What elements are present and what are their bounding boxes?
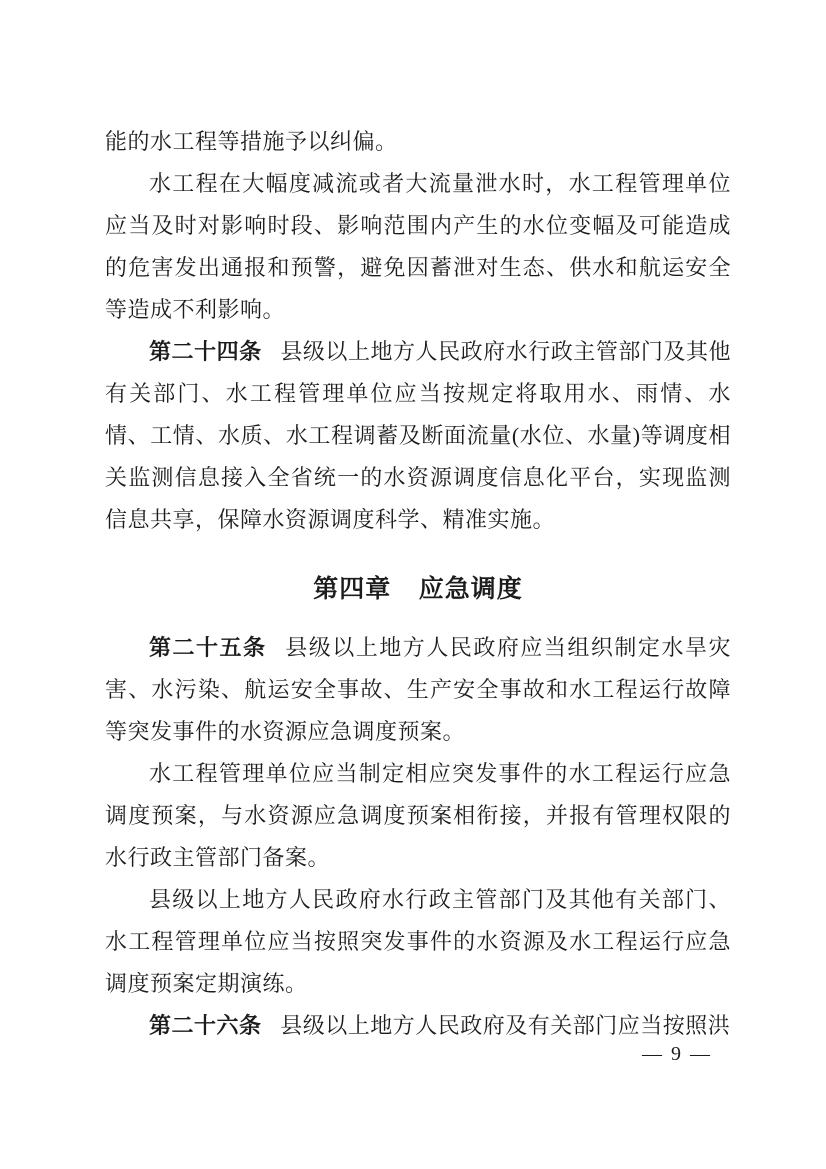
paragraph-works-emergency-plan: 水工程管理单位应当制定相应突发事件的水工程运行应急调度预案，与水资源应急调度预案相衔接，并报有管理权限的水行政主管部门备案。 bbox=[105, 761, 731, 870]
paragraph-article-24 bbox=[105, 331, 731, 541]
article-26-label: 第二十六条 bbox=[149, 1013, 262, 1038]
paragraph-drill: 县级以上地方人民政府水行政主管部门及其他有关部门、水工程管理单位应当按照突发事件的水资源及水工程运行应急调度预案定期演练。 bbox=[105, 887, 731, 996]
page-number: — 9 — bbox=[642, 1043, 712, 1065]
article-24-label: 第二十四条 bbox=[149, 339, 262, 364]
article-25-label: 第二十五条 bbox=[149, 635, 267, 660]
chapter-title: 应急调度 bbox=[418, 575, 523, 603]
chapter-heading bbox=[105, 567, 731, 611]
paragraph-continuation: 能的水工程等措施予以纠偏。 bbox=[105, 129, 398, 154]
page-content bbox=[105, 121, 731, 1047]
article-26-text: 县级以上地方人民政府及有关部门应当按照洪 bbox=[280, 1013, 731, 1038]
chapter-number: 第四章 bbox=[313, 575, 392, 603]
article-25-text: 县级以上地方人民政府应当组织制定水旱灾害、水污染、航运安全事故、生产安全事故和水工程运行故障等突发事件的水资源应急调度预案。 bbox=[105, 635, 731, 744]
article-24-text: 县级以上地方人民政府水行政主管部门及其他有关部门、水工程管理单位应当按规定将取用水、雨情、水情、工情、水质、水工程调蓄及断面流量(水位、水量)等调度相关监测信息接入全省统一的水资源调度信息化平台，实现监测信息共享，保障水资源调度科学、精准实施。 bbox=[105, 339, 731, 532]
paragraph-flow-warning: 水工程在大幅度减流或者大流量泄水时，水工程管理单位应当及时对影响时段、影响范围内产生的水位变幅及可能造成的危害发出通报和预警，避免因蓄泄对生态、供水和航运安全等造成不利影响。 bbox=[105, 171, 731, 322]
paragraph-article-25 bbox=[105, 627, 731, 753]
paragraph-article-26 bbox=[105, 1005, 731, 1047]
